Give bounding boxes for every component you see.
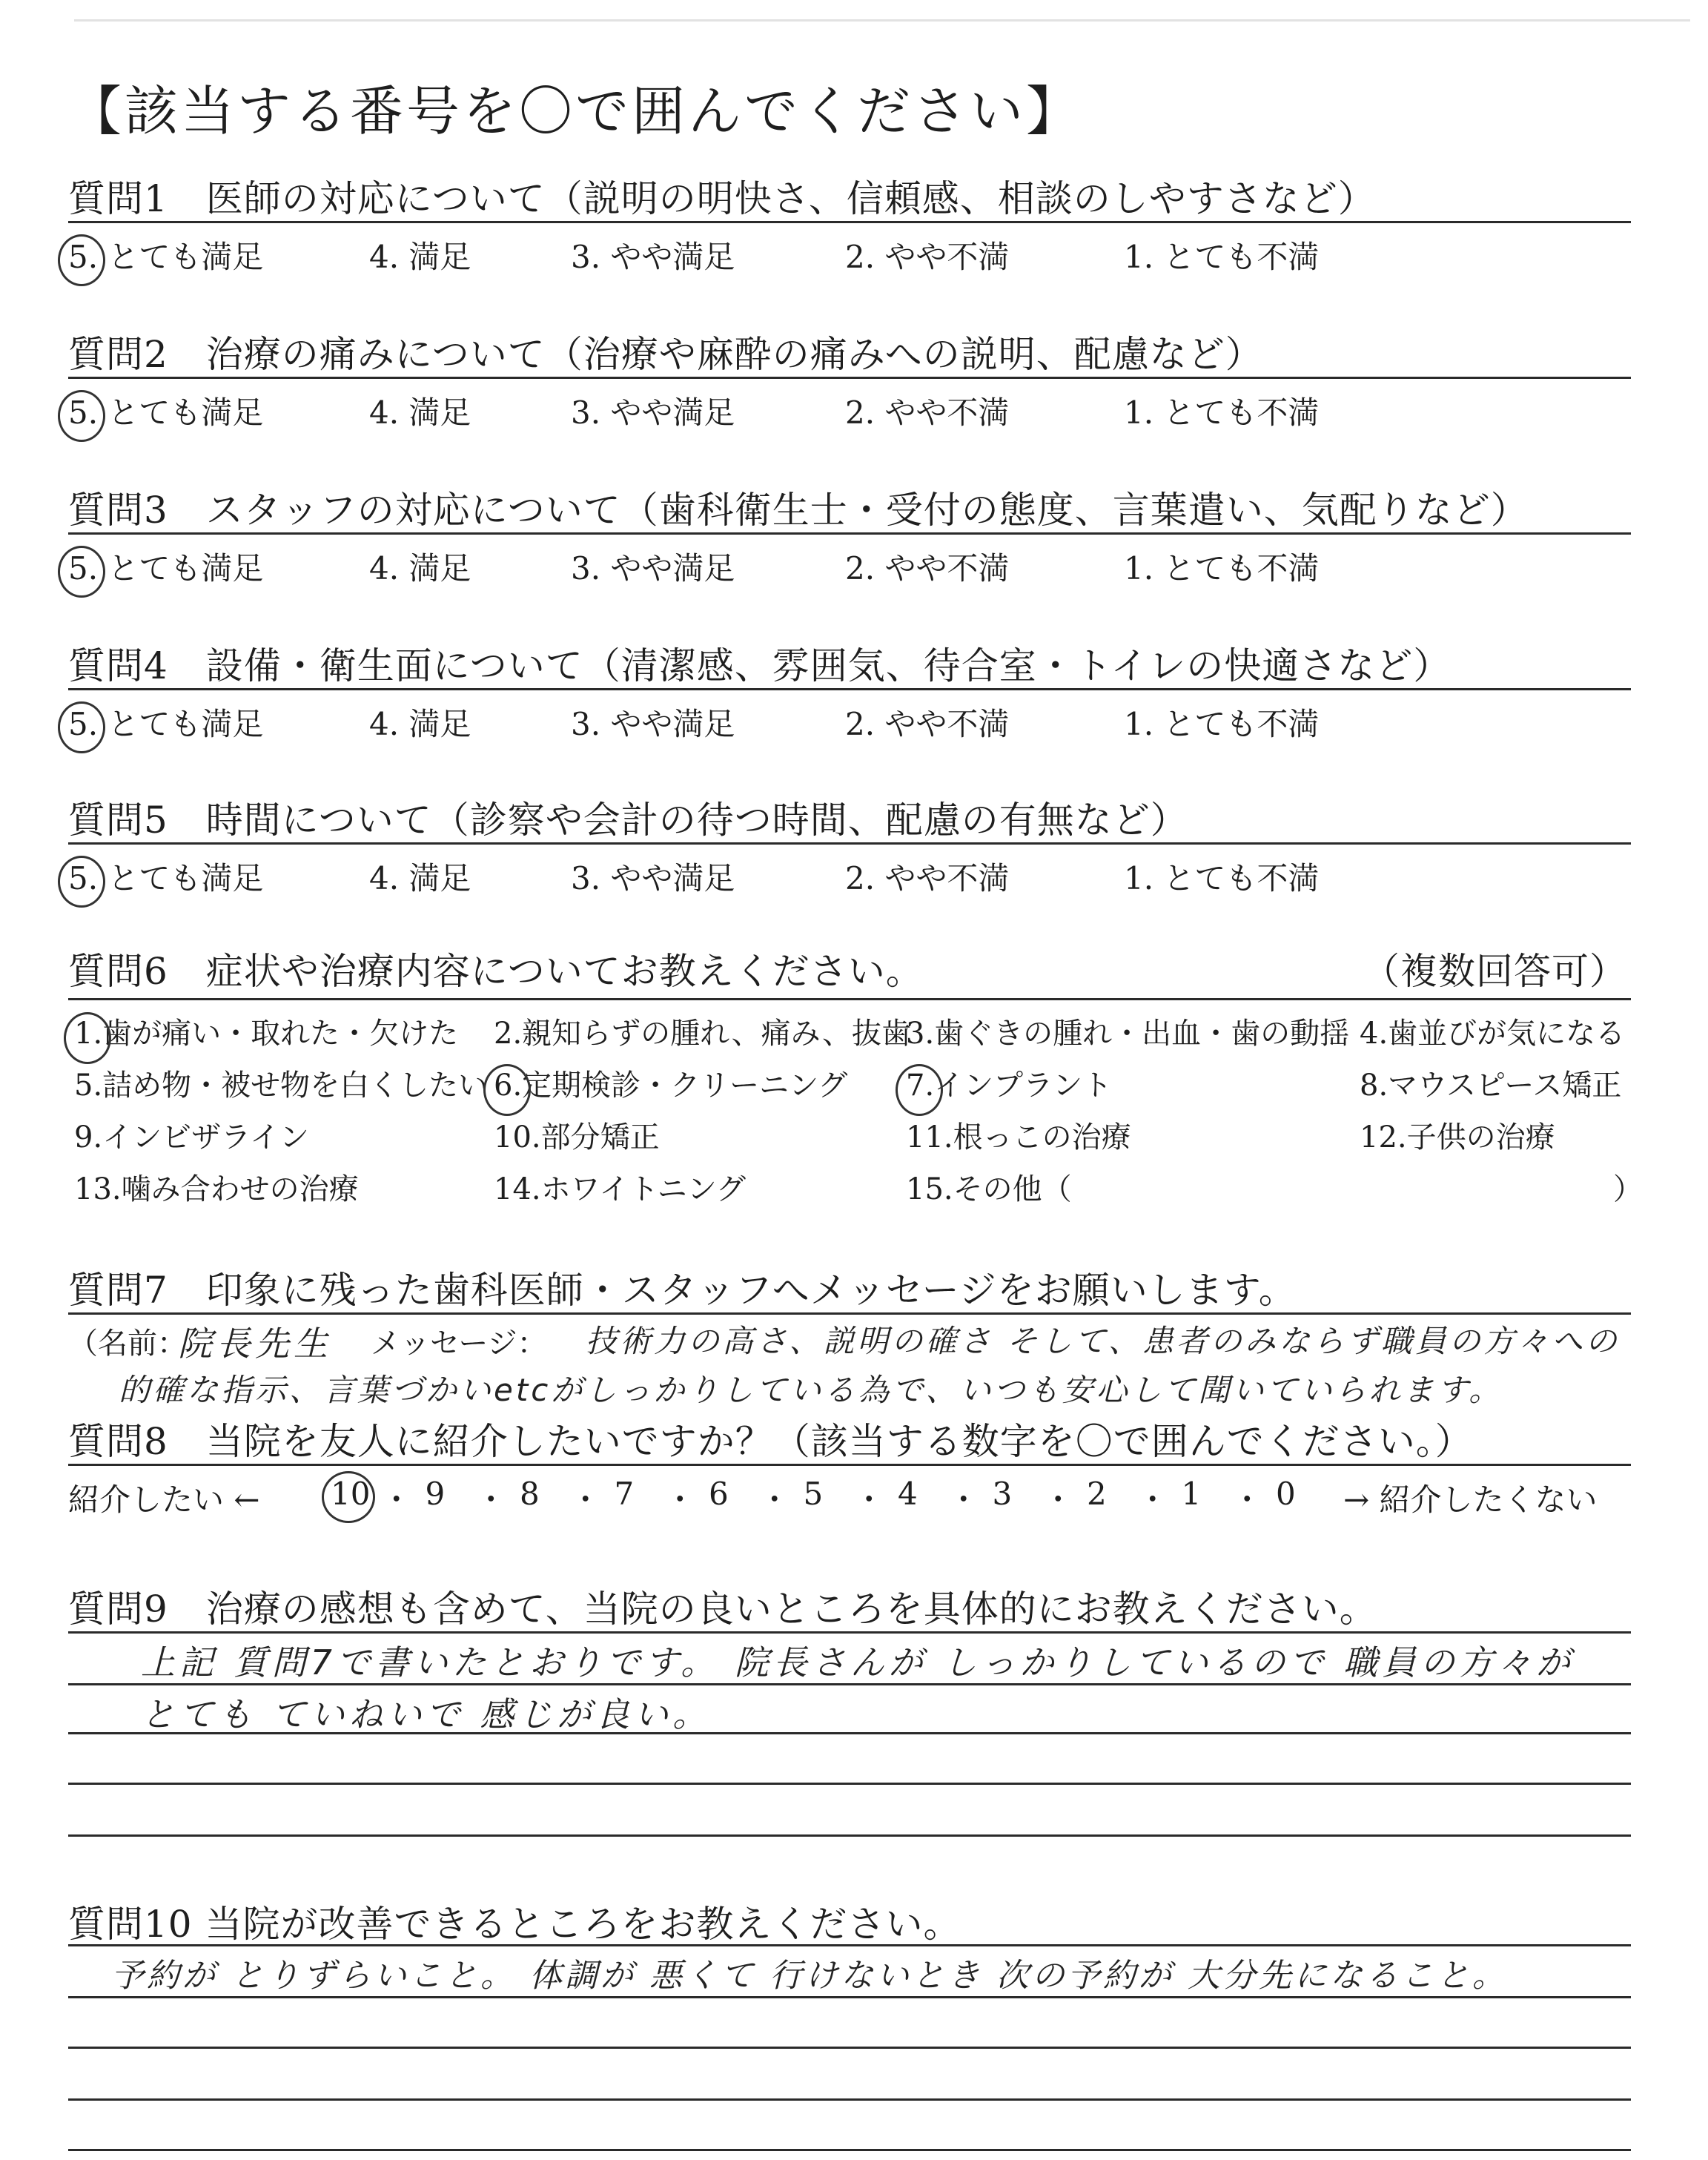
q8-scale-4[interactable]: 4 (898, 1476, 918, 1512)
option-label: 詰め物・被せ物を白くしたい (102, 1069, 489, 1103)
option-number: 2. (845, 239, 875, 275)
option-label: やや不満 (875, 550, 1010, 587)
option-label: 部分矯正 (540, 1120, 660, 1155)
q8-scale-9[interactable]: 9 (425, 1476, 446, 1512)
q6-option-8[interactable] (1360, 1062, 1621, 1104)
option-number: 1. (1124, 706, 1154, 742)
q8-scale-0[interactable]: 0 (1276, 1476, 1296, 1512)
option-number: 1. (1124, 239, 1154, 275)
q1-option-3[interactable] (571, 233, 735, 277)
q3-option-4[interactable] (369, 544, 471, 589)
q2-option-5[interactable] (68, 389, 263, 433)
q8-scale-separator: ・ (1136, 1482, 1168, 1518)
option-label: とても満足 (98, 394, 264, 431)
option-label: 子供の治療 (1406, 1120, 1555, 1155)
option-number: 15. (906, 1172, 953, 1206)
q8-rule (68, 1464, 1631, 1466)
q8-scale-separator: ・ (1231, 1482, 1263, 1518)
option-label: 歯が痛い・取れた・欠けた (102, 1017, 459, 1051)
option-label: とても不満 (1153, 550, 1320, 587)
option-label: インビザライン (102, 1120, 309, 1155)
option-number: 14. (494, 1172, 541, 1206)
q9-rule-5 (68, 1834, 1631, 1837)
selected-circle-mark: 6. (494, 1069, 523, 1103)
option-label: とても満足 (98, 860, 264, 896)
q6-option-15[interactable] (906, 1166, 1072, 1208)
option-label: とても不満 (1153, 706, 1320, 742)
selected-circle-mark: 5. (68, 394, 99, 431)
selected-circle-mark: 5. (68, 550, 99, 587)
q7-rule (68, 1312, 1631, 1315)
option-label: やや不満 (875, 394, 1010, 431)
q8-scale-3[interactable]: 3 (992, 1476, 1013, 1512)
option-label: 満足 (399, 706, 471, 742)
option-label: やや不満 (875, 239, 1010, 275)
option-label: やや満足 (600, 550, 735, 587)
q10-rule-1 (68, 1944, 1631, 1946)
option-number: 12. (1360, 1120, 1407, 1155)
option-label: やや満足 (600, 706, 735, 742)
option-number: 3. (906, 1017, 935, 1051)
option-label: やや満足 (600, 239, 735, 275)
option-number: 3. (571, 550, 601, 587)
option-label: 満足 (399, 239, 471, 275)
q2-title: 質問2 治療の痛みについて（治療や麻酔の痛みへの説明、配慮など） (68, 333, 1263, 376)
q10-title: 質問10 当院が改善できるところをお教えください。 (68, 1903, 961, 1946)
q7-message-line1[interactable]: 技術力の高さ、説明の確さ そして、患者のみならず職員の方々への (586, 1323, 1620, 1359)
q9-rule-4 (68, 1783, 1631, 1785)
q5-option-2[interactable] (845, 854, 1009, 899)
option-number: 2. (845, 706, 875, 742)
option-label: 根っこの治療 (953, 1120, 1131, 1155)
q5-title: 質問5 時間について（診察や会計の待つ時間、配慮の有無など） (68, 799, 1188, 842)
q6-option-13[interactable] (74, 1166, 359, 1208)
q8-scale-7[interactable]: 7 (614, 1476, 635, 1512)
q8-scale-10[interactable]: 10 (331, 1476, 371, 1512)
q6-option-5[interactable] (74, 1062, 488, 1104)
q6-title: 質問6 症状や治療内容についてお教えください。 (68, 950, 924, 993)
q3-option-1[interactable] (1124, 544, 1319, 589)
q10-answer-line1[interactable]: 予約が とりずらいこと。 体調が 悪くて 行けないとき 次の予約が 大分先になること。 (111, 1957, 1508, 1995)
option-number: 3. (571, 394, 601, 431)
q2-option-2[interactable] (845, 389, 1009, 433)
q8-scale-separator: ・ (853, 1482, 885, 1518)
q10-rule-5 (68, 2149, 1631, 2151)
option-label: マウスピース矯正 (1388, 1069, 1622, 1103)
option-label: とても満足 (98, 550, 264, 587)
q10-rule-2 (68, 1996, 1631, 1998)
option-number: 3. (571, 860, 601, 896)
q1-option-5[interactable] (68, 233, 263, 277)
q6-option-11[interactable] (906, 1114, 1131, 1156)
q5-rule (68, 842, 1631, 845)
q3-rule (68, 532, 1631, 535)
q2-option-1[interactable] (1124, 389, 1319, 433)
option-label: 親知らずの腫れ、痛み、抜歯 (522, 1017, 911, 1051)
option-number: 4. (369, 550, 400, 587)
option-number: 2. (494, 1017, 523, 1051)
selected-circle-mark: 1. (74, 1017, 103, 1051)
q3-option-2[interactable] (845, 544, 1009, 589)
q1-rule (68, 221, 1631, 223)
option-label: 歯並びが気になる (1388, 1017, 1626, 1051)
option-number: 2. (845, 550, 875, 587)
q7-message-label: メッセージ： (371, 1327, 547, 1361)
q8-scale-6[interactable]: 6 (709, 1476, 729, 1512)
option-label: ホワイトニング (540, 1172, 747, 1206)
option-number: 2. (845, 860, 875, 896)
q8-scale-separator: ・ (758, 1482, 790, 1518)
option-label: 満足 (399, 860, 471, 896)
q10-rule-4 (68, 2098, 1631, 2101)
option-label: とても満足 (98, 239, 264, 275)
option-label: 満足 (399, 394, 471, 431)
q6-note: （複数回答可） (1363, 950, 1627, 993)
option-number: 4. (369, 860, 400, 896)
q3-title: 質問3 スタッフの対応について（歯科衛生士・受付の態度、言葉遣い、気配りなど） (68, 489, 1529, 532)
option-number: 8. (1360, 1069, 1388, 1103)
q8-scale-2[interactable]: 2 (1087, 1476, 1107, 1512)
q4-option-2[interactable] (845, 700, 1009, 744)
option-number: 4. (369, 239, 400, 275)
q5-option-5[interactable] (68, 854, 263, 899)
q5-option-3[interactable] (571, 854, 735, 899)
q8-scale-5[interactable]: 5 (803, 1476, 824, 1512)
option-number: 13. (74, 1172, 122, 1206)
q9-rule-1 (68, 1631, 1631, 1634)
q4-option-3[interactable] (571, 700, 735, 744)
q2-rule (68, 377, 1631, 379)
option-number: 9. (74, 1120, 103, 1155)
q6-option-6[interactable] (494, 1062, 847, 1104)
q6-option-12[interactable] (1360, 1114, 1555, 1156)
q8-left-label: 紹介したい ← (68, 1482, 260, 1518)
option-number: 11. (906, 1120, 953, 1155)
q1-title: 質問1 医師の対応について（説明の明快さ、信頼感、相談のしやすさなど） (68, 177, 1376, 220)
option-number: 1. (1124, 550, 1154, 587)
q2-option-3[interactable] (571, 389, 735, 433)
q6-option-2[interactable] (494, 1010, 911, 1052)
q1-option-4[interactable] (369, 233, 471, 277)
option-number: 3. (571, 239, 601, 275)
q9-title: 質問9 治療の感想も含めて、当院の良いところを具体的にお教えください。 (68, 1588, 1377, 1631)
q8-scale-separator: ・ (475, 1482, 507, 1518)
q5-option-1[interactable] (1124, 854, 1319, 899)
q8-right-label: → 紹介したくない (1343, 1482, 1598, 1518)
q1-option-1[interactable] (1124, 233, 1319, 277)
option-label: とても不満 (1153, 239, 1320, 275)
q2-option-4[interactable] (369, 389, 471, 433)
q3-option-3[interactable] (571, 544, 735, 589)
q1-option-2[interactable] (845, 233, 1009, 277)
q4-rule (68, 688, 1631, 690)
q5-option-4[interactable] (369, 854, 471, 899)
option-label: やや満足 (600, 860, 735, 896)
q7-title: 質問7 印象に残った歯科医師・スタッフへメッセージをお願いします。 (68, 1269, 1297, 1312)
option-label: とても不満 (1153, 394, 1320, 431)
page-header: 【該当する番号を〇で囲んでください】 (68, 80, 1083, 142)
q6-rule (68, 998, 1631, 1000)
selected-circle-mark: 5. (68, 706, 99, 742)
q6-option-3[interactable] (906, 1010, 1349, 1052)
q6-option-7[interactable] (906, 1062, 1112, 1104)
selected-circle-mark: 5. (68, 860, 99, 896)
option-label: とても不満 (1153, 860, 1320, 896)
option-label: やや不満 (875, 860, 1010, 896)
option-number: 5. (74, 1069, 103, 1103)
option-label: とても満足 (98, 706, 264, 742)
option-label: やや満足 (600, 394, 735, 431)
q6-option-10[interactable] (494, 1114, 660, 1156)
q8-scale-1[interactable]: 1 (1181, 1476, 1202, 1512)
option-number: 4. (1360, 1017, 1388, 1051)
q6-option-1[interactable] (74, 1010, 458, 1052)
option-number: 3. (571, 706, 601, 742)
q6-option-4[interactable] (1360, 1010, 1625, 1052)
q8-scale-separator: ・ (569, 1482, 601, 1518)
option-number: 4. (369, 394, 400, 431)
option-label: 満足 (399, 550, 471, 587)
q6-option-9[interactable] (74, 1114, 309, 1156)
q7-name-label: （名前： (68, 1327, 187, 1361)
q4-title: 質問4 設備・衛生面について（清潔感、雰囲気、待合室・トイレの快適さなど） (68, 644, 1452, 687)
selected-circle-mark: 5. (68, 239, 99, 275)
q9-answer-line1[interactable]: 上記 質問7で書いたとおりです。 院長さんが しっかりしているので 職員の方々が (141, 1642, 1575, 1682)
q8-scale-separator: ・ (1042, 1482, 1074, 1518)
q6-other-close: ） (1613, 1172, 1643, 1206)
q8-title: 質問8 当院を友人に紹介したいですか？（該当する数字を〇で囲んでください。） (68, 1420, 1473, 1463)
option-number: 1. (1124, 394, 1154, 431)
q7-name-value[interactable]: 院長先生 (178, 1324, 332, 1364)
option-number: 2. (845, 394, 875, 431)
q8-scale-separator: ・ (664, 1482, 696, 1518)
q7-message-line2[interactable]: 的確な指示、言葉づかいetcがしっかりしている為で、いつも安心して聞いていられます。 (119, 1372, 1503, 1408)
top-border (74, 19, 1690, 22)
q3-option-5[interactable] (68, 544, 263, 589)
option-label: その他（ (953, 1172, 1072, 1206)
q10-rule-3 (68, 2047, 1631, 2049)
option-label: やや不満 (875, 706, 1010, 742)
selected-circle-mark: 7. (906, 1069, 935, 1103)
option-number: 10. (494, 1120, 541, 1155)
option-label: 歯ぐきの腫れ・出血・歯の動揺 (934, 1017, 1350, 1051)
option-label: 噛み合わせの治療 (121, 1172, 359, 1206)
option-label: 定期検診・クリーニング (522, 1069, 848, 1103)
option-label: インプラント (934, 1069, 1113, 1103)
q6-option-14[interactable] (494, 1166, 746, 1208)
option-number: 4. (369, 706, 400, 742)
q4-option-4[interactable] (369, 700, 471, 744)
q9-answer-line2[interactable]: とても ていねいで 感じが良い。 (141, 1694, 712, 1734)
q8-scale-separator: ・ (947, 1482, 979, 1518)
option-number: 1. (1124, 860, 1154, 896)
q4-option-5[interactable] (68, 700, 263, 744)
q8-scale-separator: ・ (380, 1482, 412, 1518)
q8-scale-8[interactable]: 8 (520, 1476, 540, 1512)
q4-option-1[interactable] (1124, 700, 1319, 744)
